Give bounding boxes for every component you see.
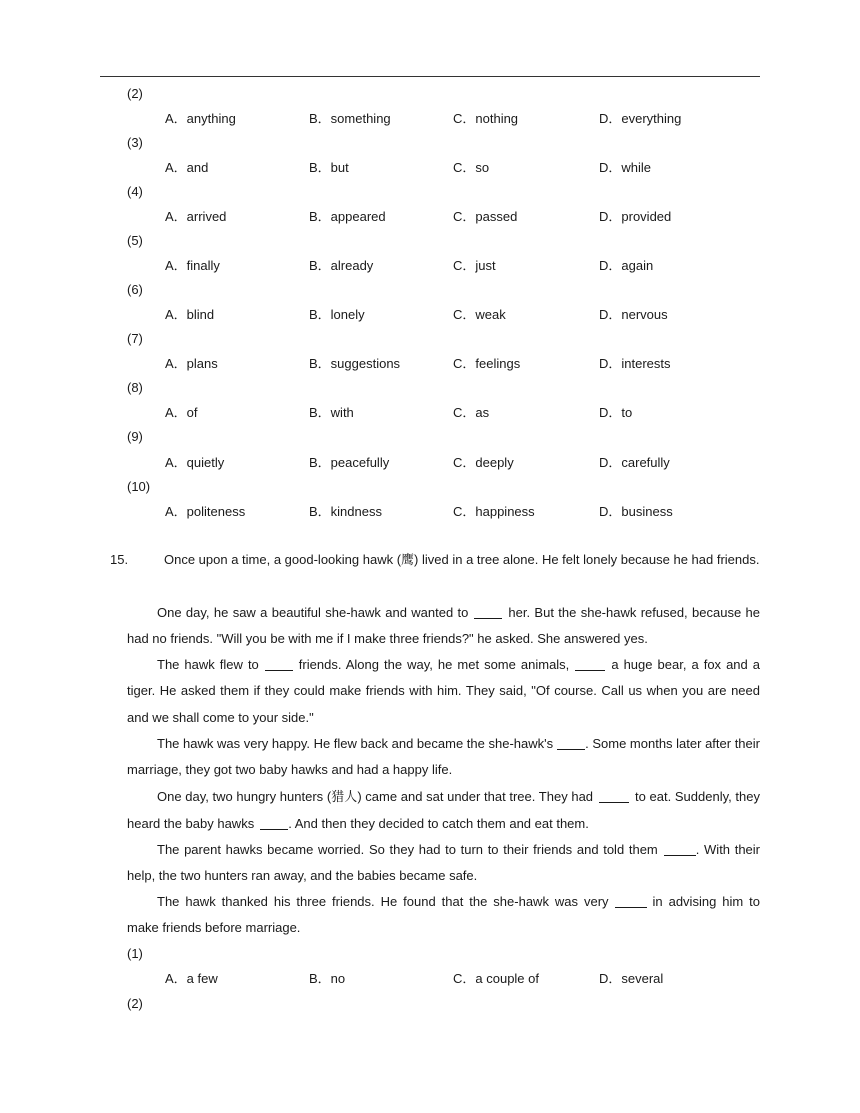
option-a[interactable]: A．of — [165, 405, 198, 420]
option-a[interactable]: A．quietly — [165, 455, 225, 470]
option-a[interactable]: A．politeness — [165, 504, 246, 519]
option-c[interactable]: C．feelings — [453, 356, 521, 371]
item-number: (10) — [127, 479, 151, 494]
passage-paragraph: One day, he saw a beautiful she-hawk and wanted to her. But the she-hawk refused, because he had no friends. "Will you be with me if I make three friends?" he asked. She answered yes. — [127, 605, 760, 647]
option-c[interactable]: C．deeply — [453, 455, 514, 470]
option-a[interactable]: A．blind — [165, 307, 215, 322]
option-c[interactable]: C．so — [453, 160, 490, 175]
answer-blank[interactable] — [260, 815, 288, 830]
option-c[interactable]: C．passed — [453, 209, 518, 224]
option-b[interactable]: B．peacefully — [309, 455, 390, 470]
item-number: (9) — [127, 429, 143, 444]
option-d[interactable]: D．interests — [599, 356, 671, 371]
passage-paragraph: Once upon a time, a good-looking hawk (鹰) lived in a tree alone. He felt lonely because he had friends. — [164, 552, 760, 568]
option-b[interactable]: B．already — [309, 258, 374, 273]
option-a[interactable]: A．finally — [165, 258, 220, 273]
option-a[interactable]: A．arrived — [165, 209, 227, 224]
option-a[interactable]: A．a few — [165, 971, 218, 986]
option-d[interactable]: D．several — [599, 971, 664, 986]
answer-blank[interactable] — [599, 788, 629, 803]
option-d[interactable]: D．again — [599, 258, 654, 273]
option-b[interactable]: B．but — [309, 160, 349, 175]
question-number: 15. — [110, 552, 129, 567]
option-d[interactable]: D．nervous — [599, 307, 668, 322]
option-c[interactable]: C．as — [453, 405, 490, 420]
option-b[interactable]: B．lonely — [309, 307, 365, 322]
option-d[interactable]: D．provided — [599, 209, 672, 224]
option-a[interactable]: A．and — [165, 160, 209, 175]
passage-paragraph: The parent hawks became worried. So they had to turn to their friends and told them . With their help, the two hunters ran away, and the babies became safe. — [127, 842, 760, 884]
item-number: (2) — [127, 996, 143, 1011]
option-c[interactable]: C．happiness — [453, 504, 535, 519]
option-c[interactable]: C．nothing — [453, 111, 519, 126]
header-rule — [100, 76, 760, 77]
item-number: (2) — [127, 86, 143, 101]
option-d[interactable]: D．carefully — [599, 455, 670, 470]
option-b[interactable]: B．no — [309, 971, 346, 986]
passage-paragraph: The hawk thanked his three friends. He found that the she-hawk was very in advising him to make friends before marriage. — [127, 894, 760, 936]
option-b[interactable]: B．appeared — [309, 209, 386, 224]
option-c[interactable]: C．just — [453, 258, 496, 273]
answer-blank[interactable] — [615, 893, 647, 908]
option-d[interactable]: D．everything — [599, 111, 682, 126]
answer-blank[interactable] — [575, 656, 605, 671]
passage-paragraph: The hawk was very happy. He flew back and became the she-hawk's . Some months later after their marriage, they got two baby hawks and had a happy life. — [127, 736, 760, 778]
passage-paragraph: One day, two hungry hunters (猎人) came and sat under that tree. They had to eat. Suddenly, they heard the baby hawks . And then they decided to catch them and eat them. — [127, 789, 760, 832]
option-d[interactable]: D．business — [599, 504, 673, 519]
answer-blank[interactable] — [664, 841, 696, 856]
item-number: (1) — [127, 946, 143, 961]
option-b[interactable]: B．kindness — [309, 504, 382, 519]
answer-blank[interactable] — [557, 735, 585, 750]
option-b[interactable]: B．suggestions — [309, 356, 401, 371]
passage-paragraph: The hawk flew to friends. Along the way, he met some animals, a huge bear, a fox and a tiger. He asked them if they could make friends with him. They said, "Of course. Call us when you are need and we shall come to your side." — [127, 657, 761, 725]
option-b[interactable]: B．something — [309, 111, 391, 126]
option-d[interactable]: D．while — [599, 160, 652, 175]
answer-blank[interactable] — [265, 656, 293, 671]
option-a[interactable]: A．anything — [165, 111, 236, 126]
option-c[interactable]: C．a couple of — [453, 971, 539, 986]
item-number: (4) — [127, 184, 143, 199]
item-number: (3) — [127, 135, 143, 150]
item-number: (6) — [127, 282, 143, 297]
option-a[interactable]: A．plans — [165, 356, 218, 371]
option-b[interactable]: B．with — [309, 405, 354, 420]
answer-blank[interactable] — [474, 604, 502, 619]
option-c[interactable]: C．weak — [453, 307, 506, 322]
option-d[interactable]: D．to — [599, 405, 633, 420]
item-number: (5) — [127, 233, 143, 248]
item-number: (7) — [127, 331, 143, 346]
item-number: (8) — [127, 380, 143, 395]
